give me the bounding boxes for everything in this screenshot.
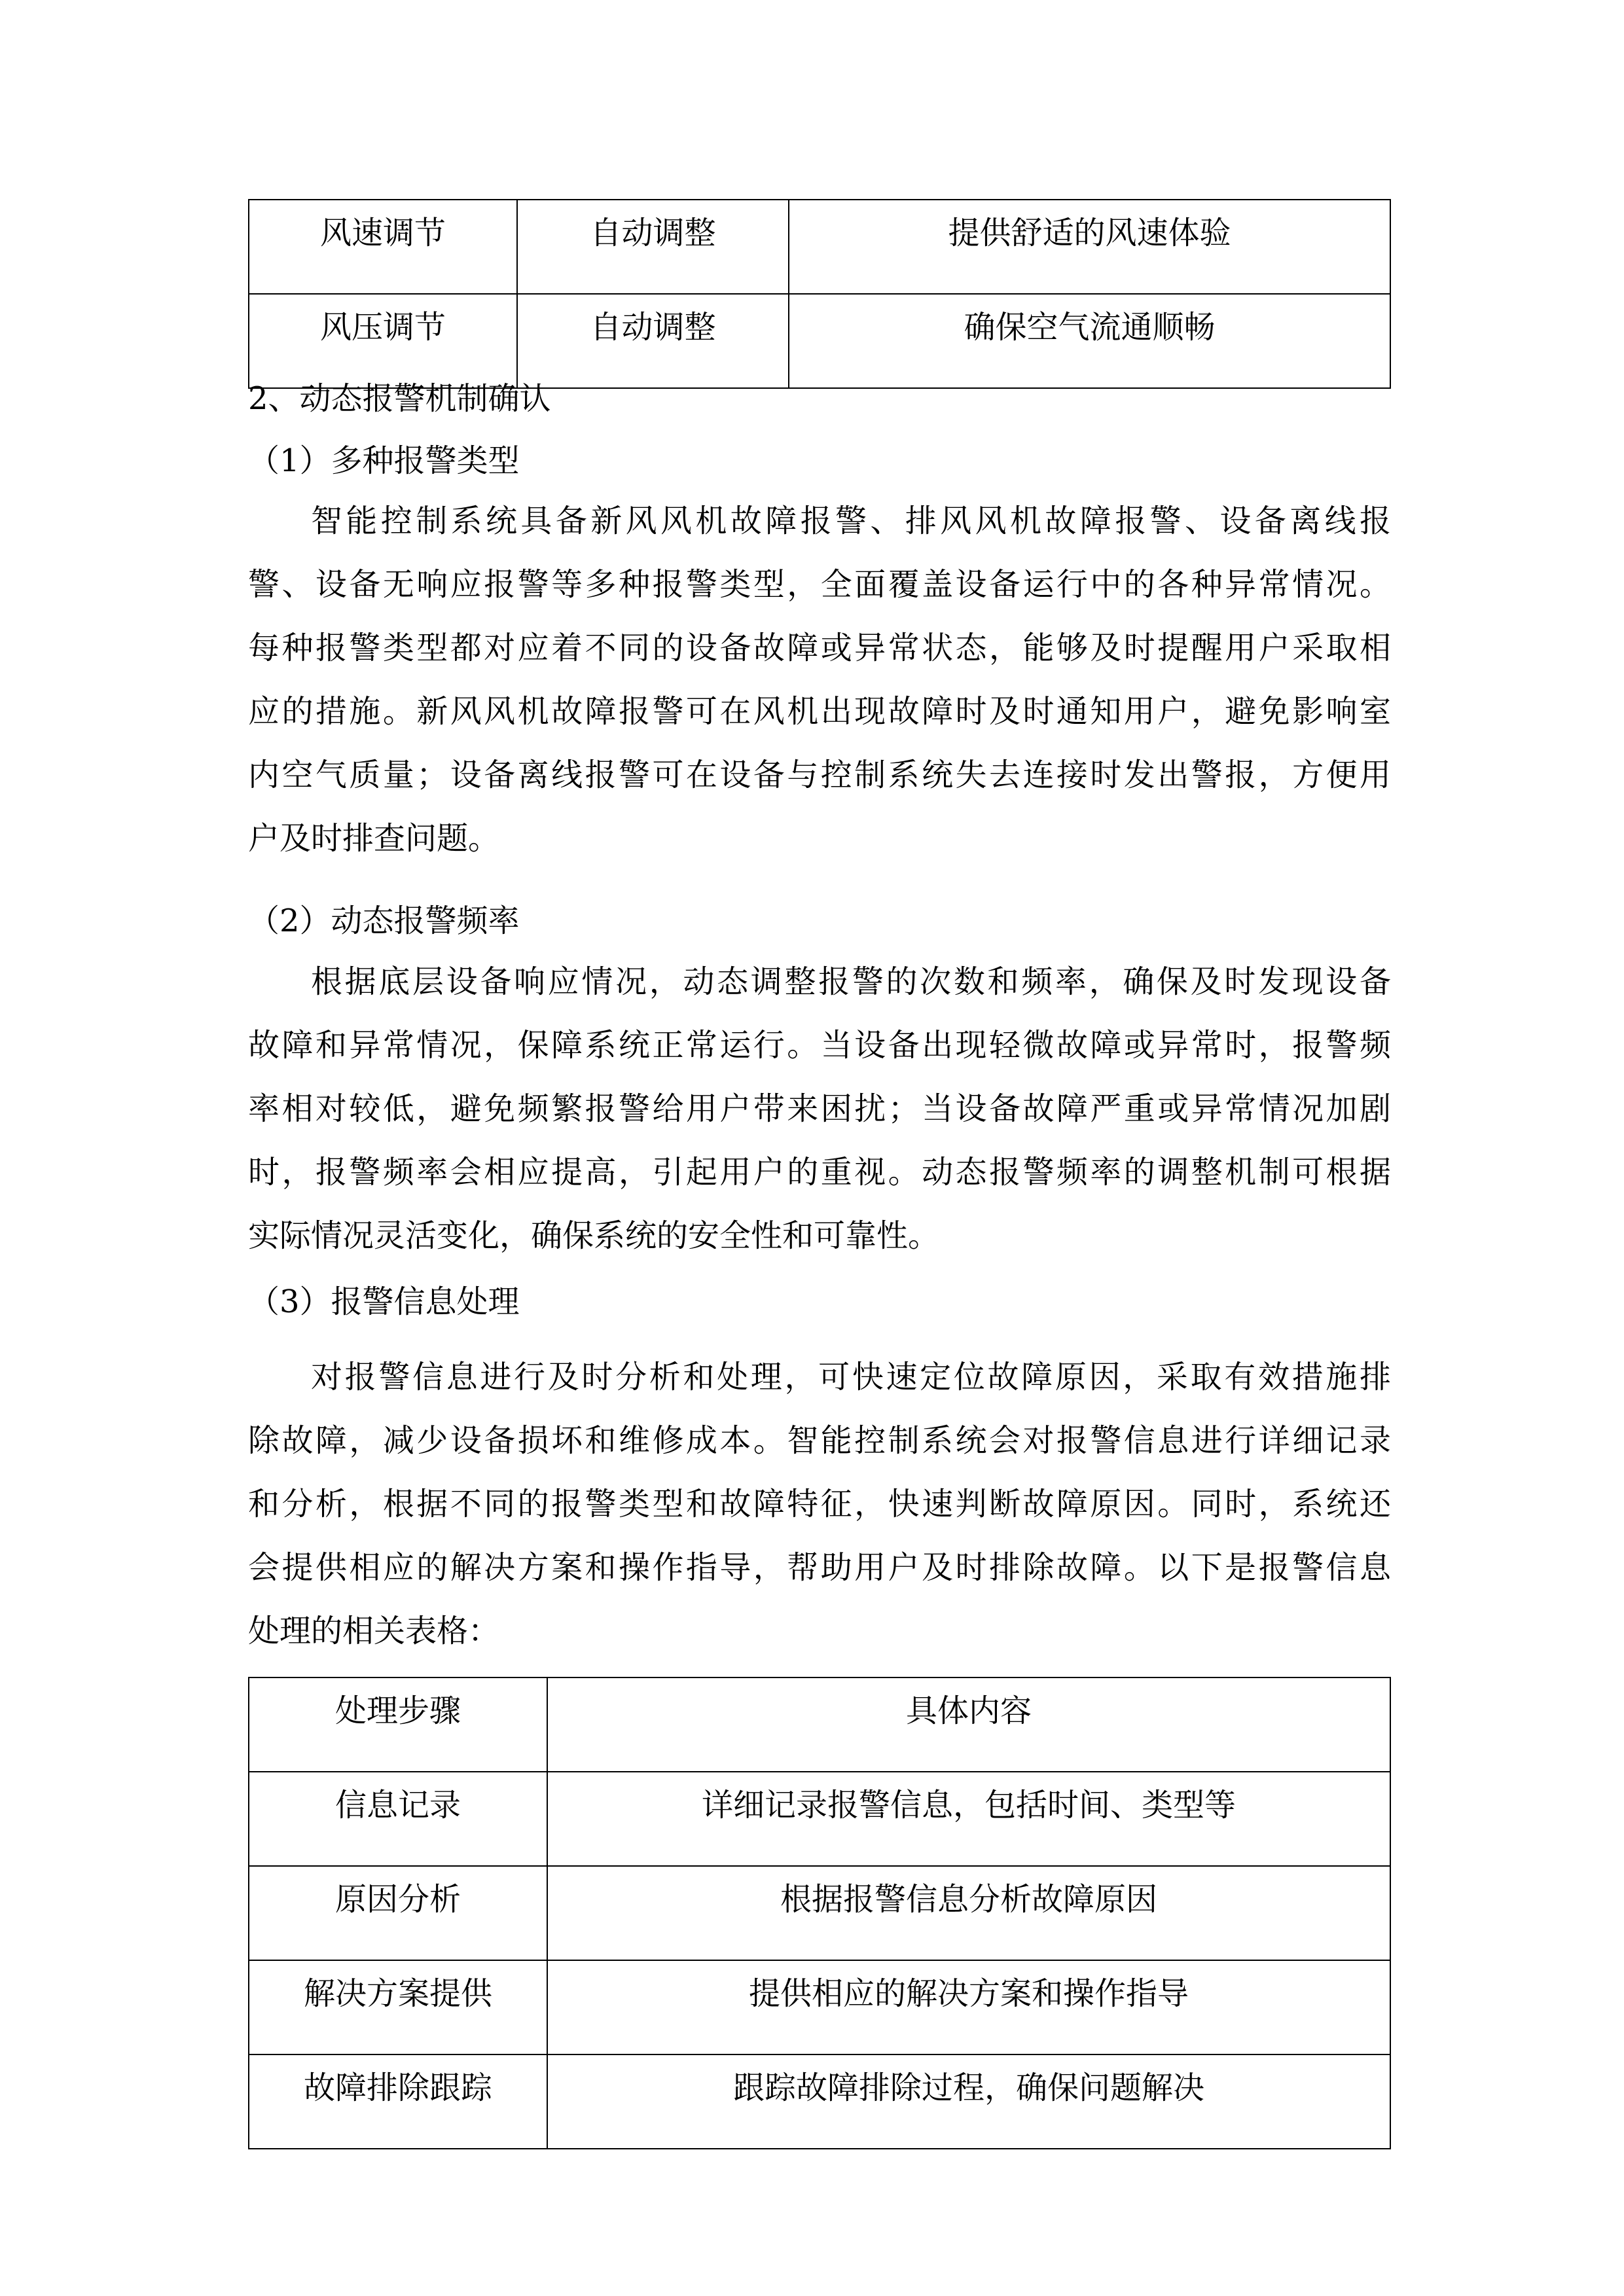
table-cell: 信息记录 xyxy=(249,1772,547,1866)
table-row xyxy=(249,200,1390,294)
table-cell: 自动调整 xyxy=(517,200,789,294)
paragraph-line: 内空气质量；设备离线报警可在设备与控制系统失去连接时发出警报，方便用 xyxy=(248,757,1391,793)
table-header-cell: 具体内容 xyxy=(547,1677,1390,1772)
paragraph-line: 时，报警频率会相应提高，引起用户的重视。动态报警频率的调整机制可根据 xyxy=(248,1154,1391,1191)
paragraph-line: 率相对较低，避免频繁报警给用户带来困扰；当设备故障严重或异常情况加剧 xyxy=(248,1090,1391,1127)
table-cell: 故障排除跟踪 xyxy=(249,2054,547,2149)
fan-adjust-table xyxy=(248,199,1391,389)
table-header-cell: 处理步骤 xyxy=(249,1677,547,1772)
table-cell: 提供舒适的风速体验 xyxy=(789,200,1390,294)
paragraph-line: 智能控制系统具备新风风机故障报警、排风风机故障报警、设备离线报 xyxy=(311,503,1391,539)
table-cell: 跟踪故障排除过程，确保问题解决 xyxy=(547,2054,1390,2149)
table-cell: 原因分析 xyxy=(249,1866,547,1960)
table-cell: 自动调整 xyxy=(517,294,789,388)
table-row xyxy=(249,294,1390,388)
table-header-row xyxy=(249,1677,1390,1772)
paragraph-line: 每种报警类型都对应着不同的设备故障或异常状态，能够及时提醒用户采取相 xyxy=(248,630,1391,666)
subsection-heading-1: （1）多种报警类型 xyxy=(248,442,520,479)
paragraph-line: 会提供相应的解决方案和操作指导，帮助用户及时排除故障。以下是报警信息 xyxy=(248,1549,1391,1586)
paragraph-line: 除故障，减少设备损坏和维修成本。智能控制系统会对报警信息进行详细记录 xyxy=(248,1422,1391,1459)
table-cell: 根据报警信息分析故障原因 xyxy=(547,1866,1390,1960)
paragraph-line: 警、设备无响应报警等多种报警类型，全面覆盖设备运行中的各种异常情况。 xyxy=(248,566,1391,603)
paragraph-line: 故障和异常情况，保障系统正常运行。当设备出现轻微故障或异常时，报警频 xyxy=(248,1027,1391,1064)
table-cell: 解决方案提供 xyxy=(249,1960,547,2054)
alarm-handling-table xyxy=(248,1677,1391,2149)
paragraph-line: 根据底层设备响应情况，动态调整报警的次数和频率，确保及时发现设备 xyxy=(311,963,1391,1000)
section-heading: 2、动态报警机制确认 xyxy=(248,380,551,417)
table-cell: 提供相应的解决方案和操作指导 xyxy=(547,1960,1390,2054)
subsection-heading-2: （2）动态报警频率 xyxy=(248,903,520,939)
table-row xyxy=(249,1772,1390,1866)
paragraph-line: 户及时排查问题。 xyxy=(248,820,500,857)
paragraph-line: 处理的相关表格： xyxy=(248,1613,500,1649)
paragraph-line: 对报警信息进行及时分析和处理，可快速定位故障原因，采取有效措施排 xyxy=(311,1359,1391,1395)
paragraph-line: 实际情况灵活变化，确保系统的安全性和可靠性。 xyxy=(248,1217,940,1254)
table-row xyxy=(249,1960,1390,2054)
table-row xyxy=(249,1866,1390,1960)
table-cell: 确保空气流通顺畅 xyxy=(789,294,1390,388)
table-cell: 风压调节 xyxy=(249,294,517,388)
paragraph-line: 应的措施。新风风机故障报警可在风机出现故障时及时通知用户，避免影响室 xyxy=(248,693,1391,730)
table-row xyxy=(249,2054,1390,2149)
subsection-heading-3: （3）报警信息处理 xyxy=(248,1283,520,1320)
paragraph-line: 和分析，根据不同的报警类型和故障特征，快速判断故障原因。同时，系统还 xyxy=(248,1486,1391,1522)
table-cell: 风速调节 xyxy=(249,200,517,294)
table-cell: 详细记录报警信息，包括时间、类型等 xyxy=(547,1772,1390,1866)
